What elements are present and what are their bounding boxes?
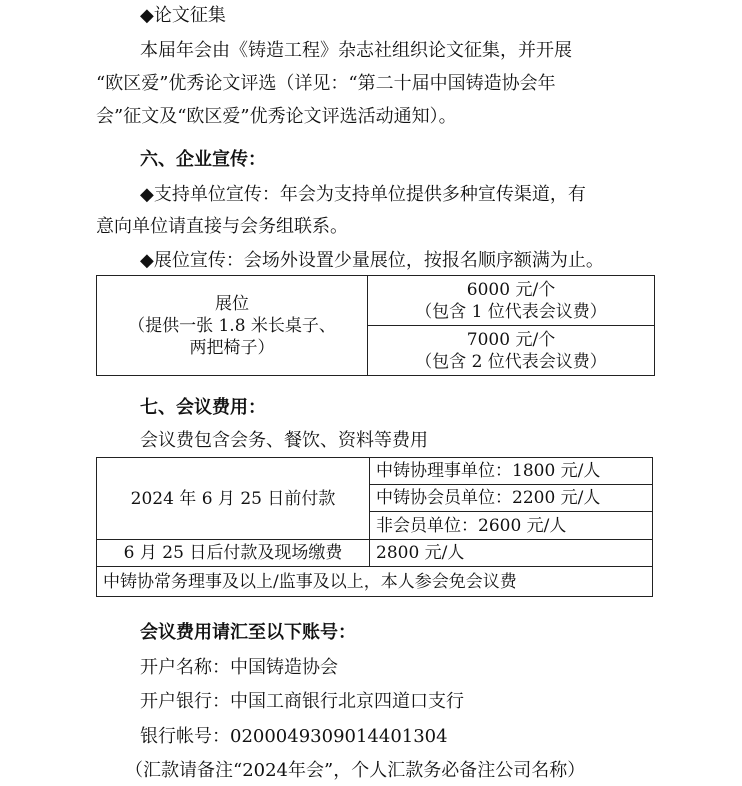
- booth-desc-line-3: 两把椅子）: [189, 337, 275, 358]
- booth-desc-line-1: 展位: [215, 293, 249, 314]
- paper-text-line-3: 会”征文及“欧区爱”优秀论文评选活动通知）。: [96, 106, 457, 127]
- fee-table: [96, 457, 653, 597]
- fee-late-label: 6 月 25 日后付款及现场缴费: [97, 540, 370, 567]
- promo-heading: 六、企业宣传：: [140, 149, 266, 170]
- booth-option-1-note: （包含 1 位代表会议费）: [415, 301, 607, 322]
- promo-booth-line: ◆展位宣传：会场外设置少量展位，按报名顺序额满为止。: [140, 250, 604, 271]
- booth-option-2-note: （包含 2 位代表会议费）: [415, 351, 607, 372]
- booth-option-2-price: 7000 元/个: [466, 329, 556, 350]
- fee-early-label: 2024 年 6 月 25 日前付款: [97, 458, 370, 540]
- fee-note: 中铸协常务理事及以上/监事及以上，本人参会免会议费: [97, 567, 653, 597]
- booth-desc-line-2: （提供一张 1.8 米长桌子、: [128, 315, 336, 336]
- fee-intro: 会议费包含会务、餐饮、资料等费用: [140, 430, 428, 451]
- promo-support-line-2: 意向单位请直接与会务组联系。: [96, 216, 348, 237]
- fee-late-price: 2800 元/人: [370, 540, 653, 567]
- paper-text-line-1: 本届年会由《铸造工程》杂志社组织论文征集，并开展: [140, 40, 572, 61]
- account-remark: （汇款请备注“2024年会”，个人汇款务必备注公司名称）: [125, 760, 586, 781]
- paper-text-line-2: “欧区爱”优秀论文评选（详见：“第二十届中国铸造协会年: [96, 73, 556, 94]
- booth-option-2: [368, 326, 655, 376]
- account-heading: 会议费用请汇至以下账号：: [140, 622, 356, 643]
- account-name: 开户名称：中国铸造协会: [140, 657, 338, 678]
- booth-desc-cell: [97, 276, 368, 376]
- fee-early-row-2: 中铸协会员单位：2200 元/人: [370, 485, 653, 512]
- booth-option-1-price: 6000 元/个: [466, 279, 556, 300]
- fee-heading: 七、会议费用：: [140, 397, 266, 418]
- fee-early-row-1: 中铸协理事单位：1800 元/人: [370, 458, 653, 485]
- booth-table: [96, 275, 655, 376]
- paper-heading: ◆论文征集: [140, 5, 226, 26]
- account-bank: 开户银行：中国工商银行北京四道口支行: [140, 691, 464, 712]
- fee-early-row-3: 非会员单位：2600 元/人: [370, 512, 653, 540]
- promo-support-line-1: ◆支持单位宣传：年会为支持单位提供多种宣传渠道，有: [140, 184, 586, 205]
- account-number: 银行帐号：0200049309014401304: [140, 726, 448, 747]
- booth-option-1: [368, 276, 655, 326]
